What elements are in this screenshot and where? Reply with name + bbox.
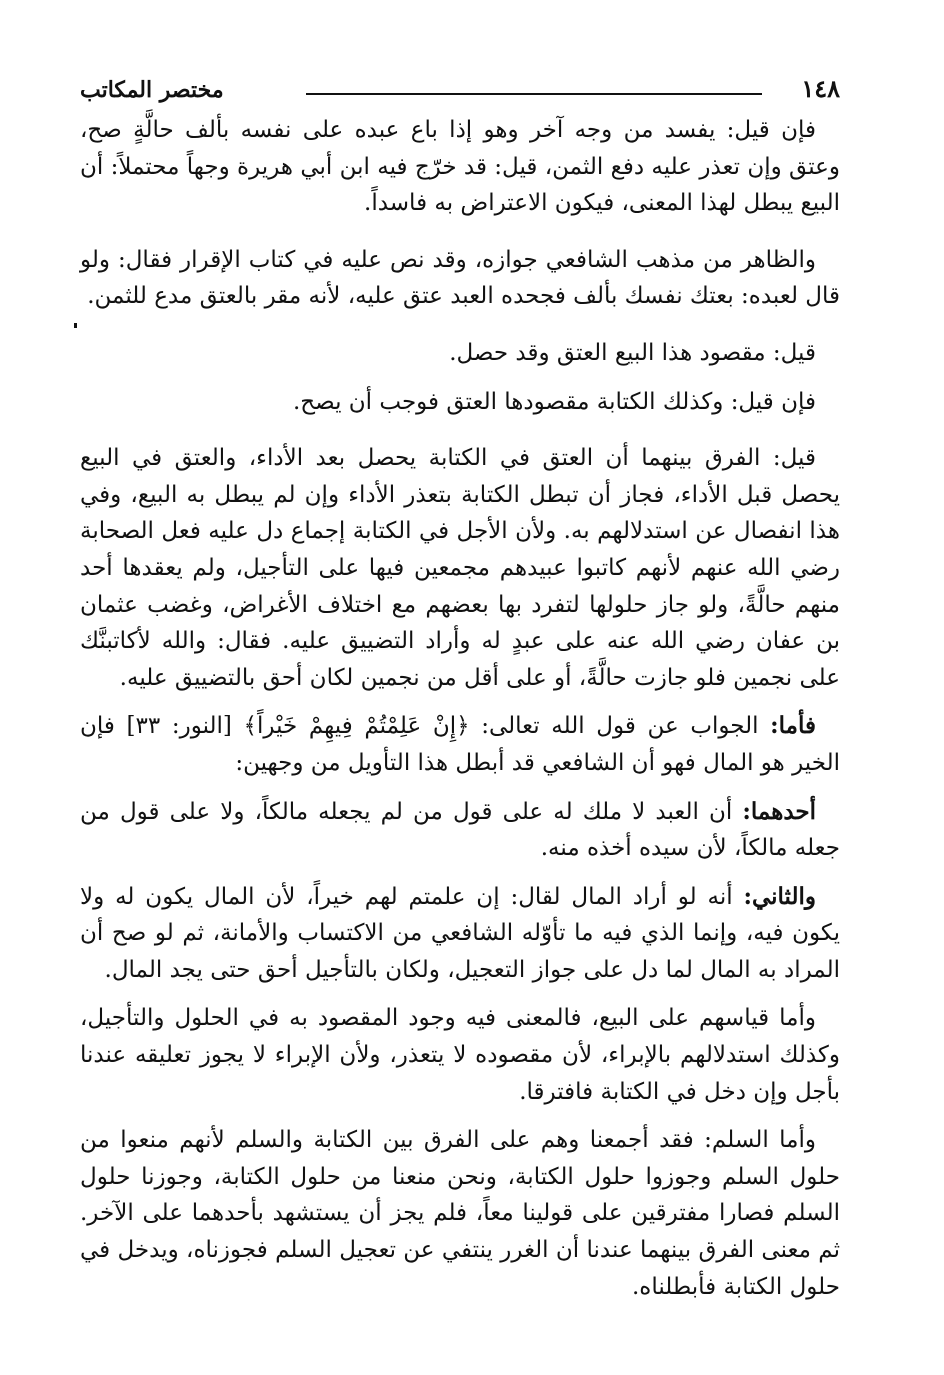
paragraph <box>80 112 840 222</box>
paragraph <box>80 1122 840 1305</box>
paragraph-lead: أحدهما: <box>742 797 817 825</box>
page-header <box>80 72 840 108</box>
page-number: ١٤٨ <box>801 74 840 103</box>
paragraph-lead: فأما: <box>770 712 816 740</box>
page-body <box>80 112 840 1317</box>
paragraph <box>80 384 840 421</box>
paragraph <box>80 440 840 696</box>
paragraph <box>80 335 840 372</box>
paragraph-lead: والثاني: <box>743 882 816 910</box>
paragraph <box>80 1000 840 1110</box>
paragraph-text: فإن قيل: يفسد من وجه آخر وهو إذا باع عبده على نفسه بألف حالَّةٍ صح، وعتق وإن تعذر عليه دفع الثمن، قيل: قد خرّج فيه ابن أبي هريرة وجهاً محتملاً: أن البيع يبطل لهذا المعنى، فيكون الاعتراض به فاسداً. <box>80 117 840 217</box>
paragraph <box>80 879 840 989</box>
margin-mark <box>74 323 77 328</box>
paragraph <box>80 242 840 315</box>
running-title: مختصر المكاتب <box>80 77 224 103</box>
paragraph-text: قيل: الفرق بينهما أن العتق في الكتابة يحصل بعد الأداء، والعتق في البيع يحصل قبل الأداء، فجاز أن تبطل الكتابة بتعذر الأداء وإن لم يبطل به البيع، وفي هذا انفصال عن استدلالهم به. ولأن الأجل في الكتابة إجماع دل عليه فعل الصحابة رضي الله عنهم لأنهم كاتبوا عبيدهم مجمعين فيها على التأجيل، ولم يعقدها أحد منهم حالَّةً، ولو جاز حلولها لتفرد بها بعضهم مع اختلاف الأغراض، وغضب عثمان بن عفان رضي الله عنه على عبدٍ له وأراد التضييق عليه. فقال: والله لأكاتبنَّك على نجمين فلو جازت حالَّةً، أو على أقل من نجمين لكان أحق بالتضييق عليه. <box>80 445 840 691</box>
paragraph-text: قيل: مقصود هذا البيع العتق وقد حصل. <box>449 339 816 366</box>
paragraph-text: وأما قياسهم على البيع، فالمعنى فيه وجود المقصود به في الحلول والتأجيل، وكذلك استدلالهم بالإبراء، لأن مقصوده لا يتعذر، ولأن الإبراء لا يجوز تعليقه عندنا بأجل وإن دخل في الكتابة فافترقا. <box>80 1005 840 1105</box>
paragraph-text: وأما السلم: فقد أجمعنا وهم على الفرق بين الكتابة والسلم لأنهم منعوا من حلول السلم وجوزوا حلول الكتابة، ونحن منعنا من حلول الكتابة، وجوزنا حلول السلم فصارا مفترقين على قولينا معاً، فلم يجز أن يستشهد بأحدهما على الآخر. ثم معنى الفرق بينهما عندنا أن الغرر ينتفي عن تعجيل السلم فجوزناه، ويدخل في حلول الكتابة فأبطلناه. <box>80 1127 840 1300</box>
paragraph-text: والظاهر من مذهب الشافعي جوازه، وقد نص عليه في كتاب الإقرار فقال: ولو قال لعبده: بعتك نفسك بألف فجحده العبد عتق عليه، لأنه مقر بالعتق مدع للثمن. <box>80 246 840 310</box>
paragraph <box>80 794 840 867</box>
header-rule <box>306 93 762 95</box>
paragraph-text: أن العبد لا ملك له على قول من لم يجعله مالكاً، ولا على قول من جعله مالكاً، لأن سيده أخذه منه. <box>80 798 840 862</box>
paragraph-text: فإن قيل: وكذلك الكتابة مقصودها العتق فوجب أن يصح. <box>292 388 816 415</box>
paragraph-text: أنه لو أراد المال لقال: إن علمتم لهم خيراً، لأن المال يكون له ولا يكون فيه، وإنما الذي فيه ما تأوّله الشافعي من الاكتساب والأمانة، ثم لو صح أن المراد به المال لما دل على جواز التعجيل، ولكان بالتأجيل أحق حتى يجد المال. <box>80 883 840 983</box>
paragraph <box>80 708 840 781</box>
paragraph-text: الجواب عن قول الله تعالى: ﴿إِنْ عَلِمْتُمْ فِيهِمْ خَيْراً﴾ [النور: ٣٣] فإن الخير هو المال فهو أن الشافعي قد أبطل هذا التأويل من وجهين: <box>80 713 840 776</box>
